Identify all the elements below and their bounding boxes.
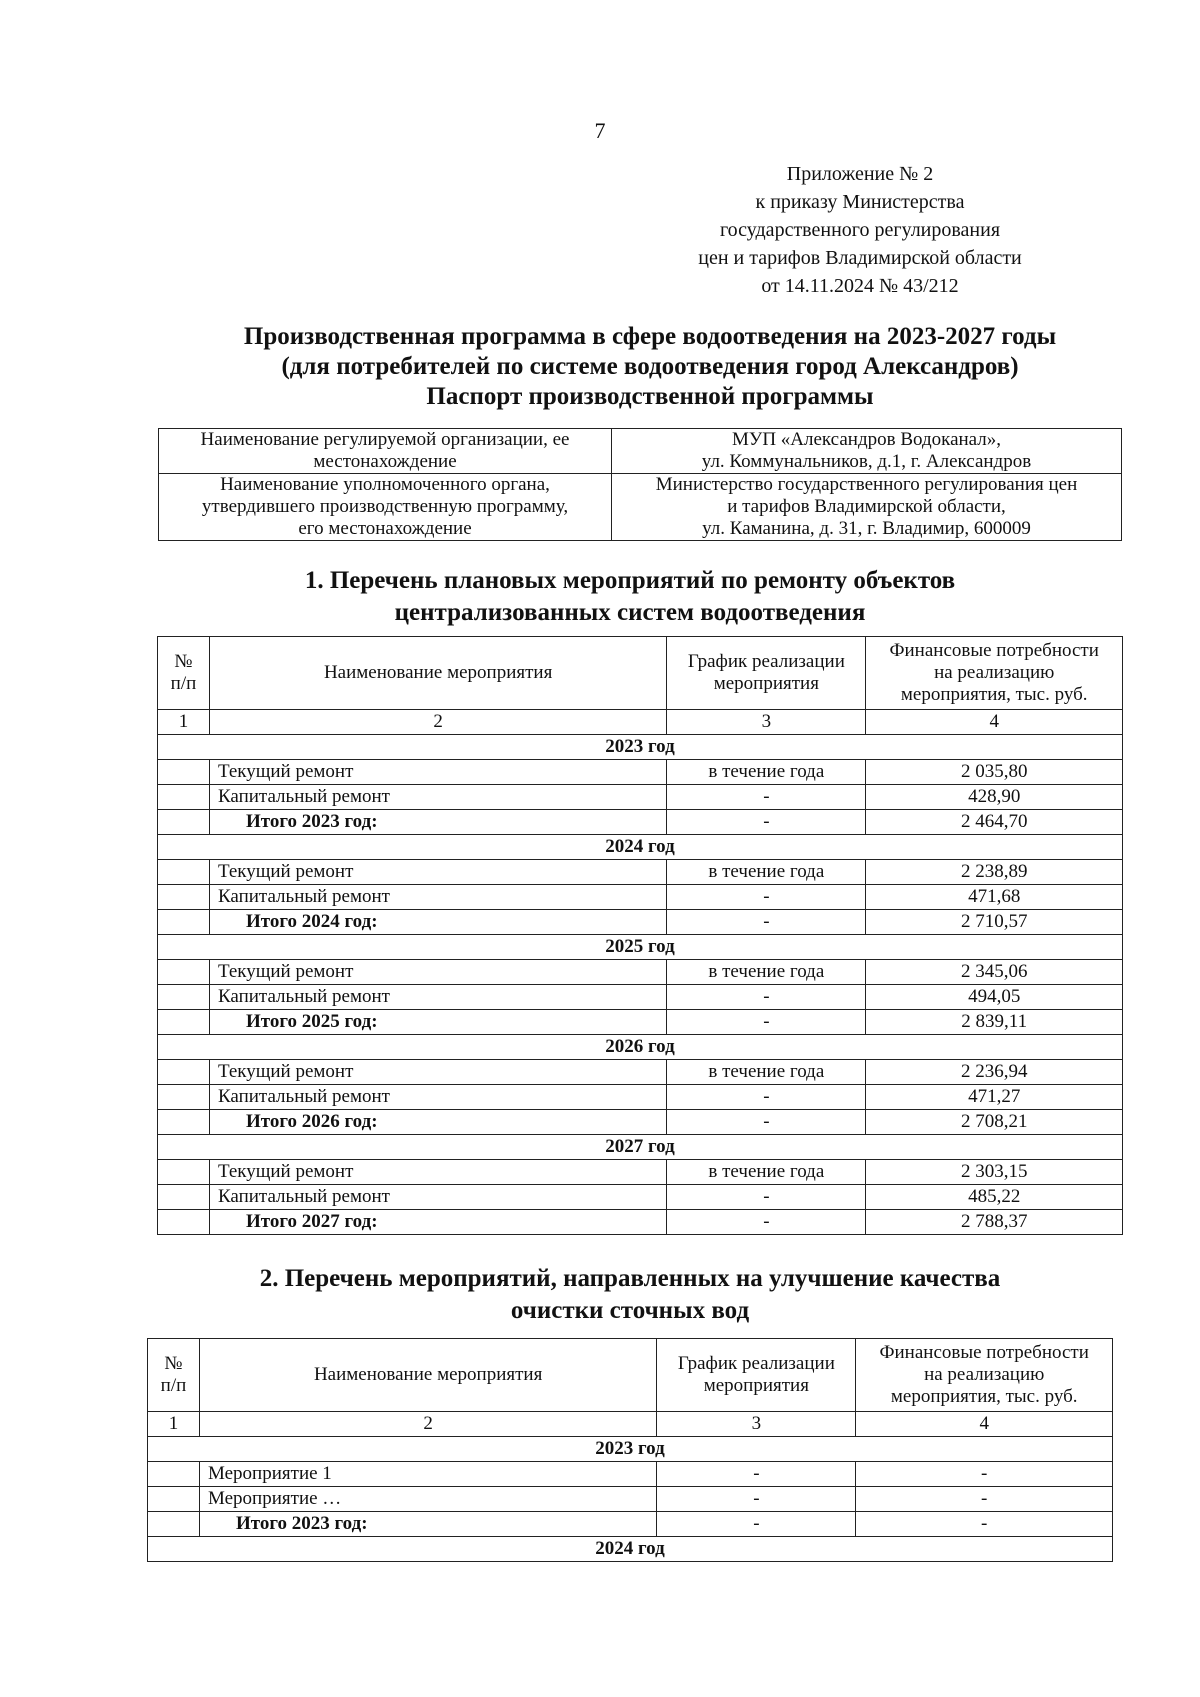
row-number-cell — [158, 785, 210, 810]
header-text: п/п — [170, 673, 197, 694]
measure-name: Мероприятие 1 — [199, 1462, 656, 1487]
table-row — [158, 1085, 1123, 1110]
finance-value: 2 708,21 — [866, 1110, 1123, 1135]
year-row — [158, 1135, 1123, 1160]
passport-text: его местонахождение — [298, 518, 472, 539]
measure-name: Капитальный ремонт — [209, 1185, 666, 1210]
measure-name: Капитальный ремонт — [209, 785, 666, 810]
table-row — [158, 1060, 1123, 1085]
finance-value: 471,27 — [866, 1085, 1123, 1110]
schedule-cell: - — [657, 1512, 856, 1537]
passport-value — [612, 474, 1122, 541]
year-row — [158, 835, 1123, 860]
measure-name: Текущий ремонт — [209, 760, 666, 785]
row-number-cell — [158, 1060, 210, 1085]
header-text: График реализации — [687, 651, 845, 672]
total-row — [158, 810, 1123, 835]
section-title-line: очистки сточных вод — [510, 1297, 750, 1324]
year-label: 2026 год — [158, 1035, 1123, 1060]
section-title-line: 2. Перечень мероприятий, направленных на улучшение качества — [259, 1265, 1001, 1292]
appendix-line: от 14.11.2024 № 43/212 — [761, 275, 959, 297]
finance-value: 2 788,37 — [866, 1210, 1123, 1235]
table-row — [158, 1185, 1123, 1210]
header-text: График реализации — [677, 1353, 835, 1374]
header-text: мероприятия, тыс. руб. — [900, 684, 1088, 705]
appendix-line: к приказу Министерства — [755, 191, 965, 213]
finance-value: 2 464,70 — [866, 810, 1123, 835]
column-number-cell: 1 — [148, 1412, 200, 1437]
schedule-cell: - — [667, 1185, 866, 1210]
title-line: (для потребителей по системе водоотведения город Александров) — [281, 353, 1019, 380]
passport-text: Наименование регулируемой организации, ее — [200, 429, 570, 450]
finance-value: 494,05 — [866, 985, 1123, 1010]
table-row — [158, 785, 1123, 810]
finance-value: 2 236,94 — [866, 1060, 1123, 1085]
header-text: № — [174, 651, 193, 672]
schedule-cell: в течение года — [667, 1060, 866, 1085]
schedule-cell: в течение года — [667, 960, 866, 985]
passport-row — [159, 429, 1122, 474]
row-number-cell — [158, 1160, 210, 1185]
row-number-cell — [148, 1487, 200, 1512]
schedule-cell: - — [667, 785, 866, 810]
column-number-cell: 1 — [158, 710, 210, 735]
column-number-cell: 2 — [199, 1412, 656, 1437]
title-line: Производственная программа в сфере водоотведения на 2023-2027 годы — [243, 323, 1057, 350]
measure-name: Итого 2024 год: — [209, 910, 666, 935]
total-row — [158, 1210, 1123, 1235]
schedule-cell: - — [667, 1210, 866, 1235]
header-cell-finance — [856, 1339, 1113, 1412]
schedule-cell: - — [667, 885, 866, 910]
row-number-cell — [148, 1462, 200, 1487]
schedule-cell: в течение года — [667, 1160, 866, 1185]
year-label: 2023 год — [158, 735, 1123, 760]
row-number-cell — [158, 910, 210, 935]
measure-name: Мероприятие … — [199, 1487, 656, 1512]
row-number-cell — [158, 960, 210, 985]
appendix-line: государственного регулирования — [719, 219, 1001, 241]
header-text: мероприятия — [713, 673, 819, 694]
section1-title — [200, 565, 1060, 629]
passport-text: местонахождение — [313, 451, 457, 472]
appendix-block — [600, 160, 1120, 300]
header-cell-num — [148, 1339, 200, 1412]
year-row — [148, 1537, 1113, 1562]
schedule-cell: - — [667, 810, 866, 835]
finance-value: 2 839,11 — [866, 1010, 1123, 1035]
year-label: 2024 год — [158, 835, 1123, 860]
schedule-cell: - — [667, 910, 866, 935]
measure-name: Текущий ремонт — [209, 1160, 666, 1185]
passport-table — [158, 428, 1122, 541]
total-row — [148, 1512, 1113, 1537]
column-number-row — [158, 710, 1123, 735]
row-number-cell — [158, 810, 210, 835]
table-row — [158, 1160, 1123, 1185]
header-cell-name — [199, 1339, 656, 1412]
page-number: 7 — [594, 118, 606, 143]
row-number-cell — [158, 760, 210, 785]
measure-name: Итого 2027 год: — [209, 1210, 666, 1235]
total-row — [158, 1010, 1123, 1035]
measure-name: Капитальный ремонт — [209, 885, 666, 910]
row-number-cell — [158, 885, 210, 910]
measure-name: Капитальный ремонт — [209, 985, 666, 1010]
table-row — [158, 860, 1123, 885]
header-text: на реализацию — [924, 1364, 1045, 1385]
finance-value: 2 303,15 — [866, 1160, 1123, 1185]
year-row — [158, 1035, 1123, 1060]
schedule-cell: - — [667, 985, 866, 1010]
column-number-cell: 4 — [856, 1412, 1113, 1437]
finance-value: - — [856, 1487, 1113, 1512]
row-number-cell — [158, 1185, 210, 1210]
measure-name: Итого 2023 год: — [209, 810, 666, 835]
header-text: п/п — [160, 1375, 187, 1396]
header-text: мероприятия, тыс. руб. — [890, 1386, 1078, 1407]
passport-text: и тарифов Владимирской области, — [727, 496, 1006, 517]
column-number-cell: 4 — [866, 710, 1123, 735]
year-label: 2027 год — [158, 1135, 1123, 1160]
measure-name: Текущий ремонт — [209, 960, 666, 985]
passport-value — [612, 429, 1122, 474]
passport-label — [159, 474, 612, 541]
passport-row — [159, 474, 1122, 541]
header-text: № — [164, 1353, 183, 1374]
measure-name: Итого 2023 год: — [199, 1512, 656, 1537]
passport-text: ул. Коммунальников, д.1, г. Александров — [701, 451, 1032, 472]
header-text: Финансовые потребности — [879, 1342, 1089, 1363]
year-label: 2023 год — [148, 1437, 1113, 1462]
finance-value: 428,90 — [866, 785, 1123, 810]
header-cell-schedule — [657, 1339, 856, 1412]
schedule-cell: - — [667, 1010, 866, 1035]
year-label: 2025 год — [158, 935, 1123, 960]
finance-value: 485,22 — [866, 1185, 1123, 1210]
table-row — [158, 760, 1123, 785]
header-text: Наименование мероприятия — [323, 662, 553, 683]
header-text: на реализацию — [934, 662, 1055, 683]
finance-value: 2 710,57 — [866, 910, 1123, 935]
header-cell-schedule — [667, 637, 866, 710]
row-number-cell — [158, 1085, 210, 1110]
passport-text: МУП «Александров Водоканал», — [731, 429, 1002, 450]
schedule-cell: - — [657, 1462, 856, 1487]
passport-text: Наименование уполномоченного органа, — [220, 474, 550, 495]
row-number-cell — [148, 1512, 200, 1537]
passport-text: утвердившего производственную программу, — [201, 496, 569, 517]
appendix-line: Приложение № 2 — [786, 163, 934, 185]
title-line: Паспорт производственной программы — [426, 383, 874, 410]
header-cell-finance — [866, 637, 1123, 710]
column-number-row — [148, 1412, 1113, 1437]
year-label: 2024 год — [148, 1537, 1113, 1562]
header-text: Наименование мероприятия — [313, 1364, 543, 1385]
table-row — [148, 1487, 1113, 1512]
finance-value: - — [856, 1462, 1113, 1487]
document-title — [150, 322, 1150, 412]
column-number-cell: 3 — [667, 710, 866, 735]
measure-name: Капитальный ремонт — [209, 1085, 666, 1110]
section2-table — [147, 1338, 1113, 1562]
schedule-cell: в течение года — [667, 860, 866, 885]
appendix-line: цен и тарифов Владимирской области — [698, 247, 1022, 269]
table-header-row — [148, 1339, 1113, 1412]
passport-label — [159, 429, 612, 474]
schedule-cell: - — [667, 1110, 866, 1135]
section-title-line: централизованных систем водоотведения — [394, 599, 866, 626]
schedule-cell: в течение года — [667, 760, 866, 785]
year-row — [158, 935, 1123, 960]
row-number-cell — [158, 1210, 210, 1235]
column-number-cell: 2 — [209, 710, 666, 735]
passport-text: ул. Каманина, д. 31, г. Владимир, 600009 — [702, 518, 1031, 539]
header-cell-num — [158, 637, 210, 710]
column-number-cell: 3 — [657, 1412, 856, 1437]
header-text: Финансовые потребности — [889, 640, 1099, 661]
finance-value: 2 345,06 — [866, 960, 1123, 985]
table-row — [158, 985, 1123, 1010]
finance-value: 2 035,80 — [866, 760, 1123, 785]
finance-value: - — [856, 1512, 1113, 1537]
year-row — [148, 1437, 1113, 1462]
measure-name: Итого 2025 год: — [209, 1010, 666, 1035]
finance-value: 2 238,89 — [866, 860, 1123, 885]
section2-title — [200, 1263, 1060, 1327]
measure-name: Текущий ремонт — [209, 1060, 666, 1085]
header-text: мероприятия — [703, 1375, 809, 1396]
finance-value: 471,68 — [866, 885, 1123, 910]
schedule-cell: - — [667, 1085, 866, 1110]
year-row — [158, 735, 1123, 760]
table-row — [148, 1462, 1113, 1487]
section-title-line: 1. Перечень плановых мероприятий по ремонту объектов — [304, 567, 956, 594]
row-number-cell — [158, 1010, 210, 1035]
passport-text: Министерство государственного регулирования цен — [655, 474, 1078, 495]
measure-name: Текущий ремонт — [209, 860, 666, 885]
measure-name: Итого 2026 год: — [209, 1110, 666, 1135]
section1-table — [157, 636, 1123, 1235]
row-number-cell — [158, 985, 210, 1010]
header-cell-name — [209, 637, 666, 710]
row-number-cell — [158, 860, 210, 885]
total-row — [158, 910, 1123, 935]
table-row — [158, 885, 1123, 910]
row-number-cell — [158, 1110, 210, 1135]
table-row — [158, 960, 1123, 985]
total-row — [158, 1110, 1123, 1135]
schedule-cell: - — [657, 1487, 856, 1512]
table-header-row — [158, 637, 1123, 710]
